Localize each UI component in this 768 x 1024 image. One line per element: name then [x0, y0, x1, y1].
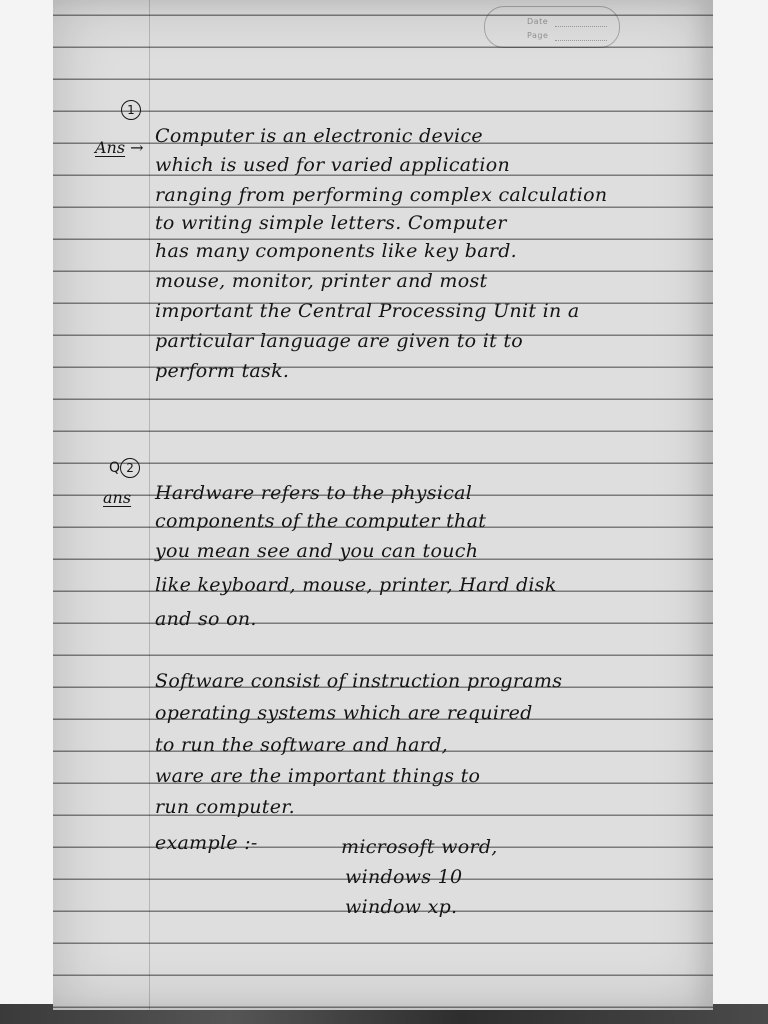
q1-line-9: perform task.: [155, 360, 290, 382]
margin-line: [149, 0, 150, 1010]
question-2-circle: 2: [120, 458, 140, 478]
q2-p1-line-3: you mean see and you can touch: [155, 540, 479, 562]
q1-line-7: important the Central Processing Unit in a: [155, 300, 580, 322]
example-label: example :-: [155, 832, 258, 854]
example-item-2: windows 10: [345, 866, 463, 888]
q1-line-1: Computer is an electronic device: [155, 125, 483, 147]
example-item-3: window xp.: [345, 896, 458, 918]
q1-line-8: particular language are given to it to: [155, 330, 524, 352]
page-label: Page: [527, 31, 549, 40]
question-1-number: [121, 100, 141, 120]
date-label: Date: [527, 17, 549, 26]
q2-p1-line-5: and so on.: [155, 608, 257, 630]
q2-p1-line-4: like keyboard, mouse, printer, Hard disk: [155, 574, 557, 596]
notebook-page: [53, 0, 713, 1010]
question-2-prefix: Q: [109, 460, 121, 476]
page-dots: [555, 40, 607, 41]
example-item-1: microsoft word,: [341, 836, 498, 858]
answer-1-label: Ans: [95, 138, 126, 157]
q2-p2-line-4: ware are the important things to: [155, 765, 481, 787]
q1-line-4: to writing simple letters. Computer: [155, 212, 507, 234]
q1-line-5: has many components like key bard.: [155, 240, 518, 262]
q1-line-6: mouse, monitor, printer and most: [155, 270, 488, 292]
q2-p1-line-2: components of the computer that: [155, 510, 487, 532]
q2-p2-line-1: Software consist of instruction programs: [155, 670, 563, 692]
date-dots: [555, 26, 607, 27]
question-1-circle: 1: [121, 100, 141, 120]
q1-line-3: ranging from performing complex calculation: [155, 184, 608, 206]
q1-line-2: which is used for varied application: [155, 154, 511, 176]
answer-1-mark: Ans →: [95, 138, 144, 157]
answer-2-label: ans: [103, 488, 132, 507]
date-page-box: [484, 6, 620, 48]
q2-p1-line-1: Hardware refers to the physical: [155, 482, 473, 504]
q2-p2-line-5: run computer.: [155, 796, 295, 818]
q2-p2-line-2: operating systems which are required: [155, 702, 533, 724]
q2-p2-line-3: to run the software and hard,: [155, 734, 448, 756]
question-2-number: [109, 458, 140, 478]
answer-2-mark: [103, 488, 131, 507]
